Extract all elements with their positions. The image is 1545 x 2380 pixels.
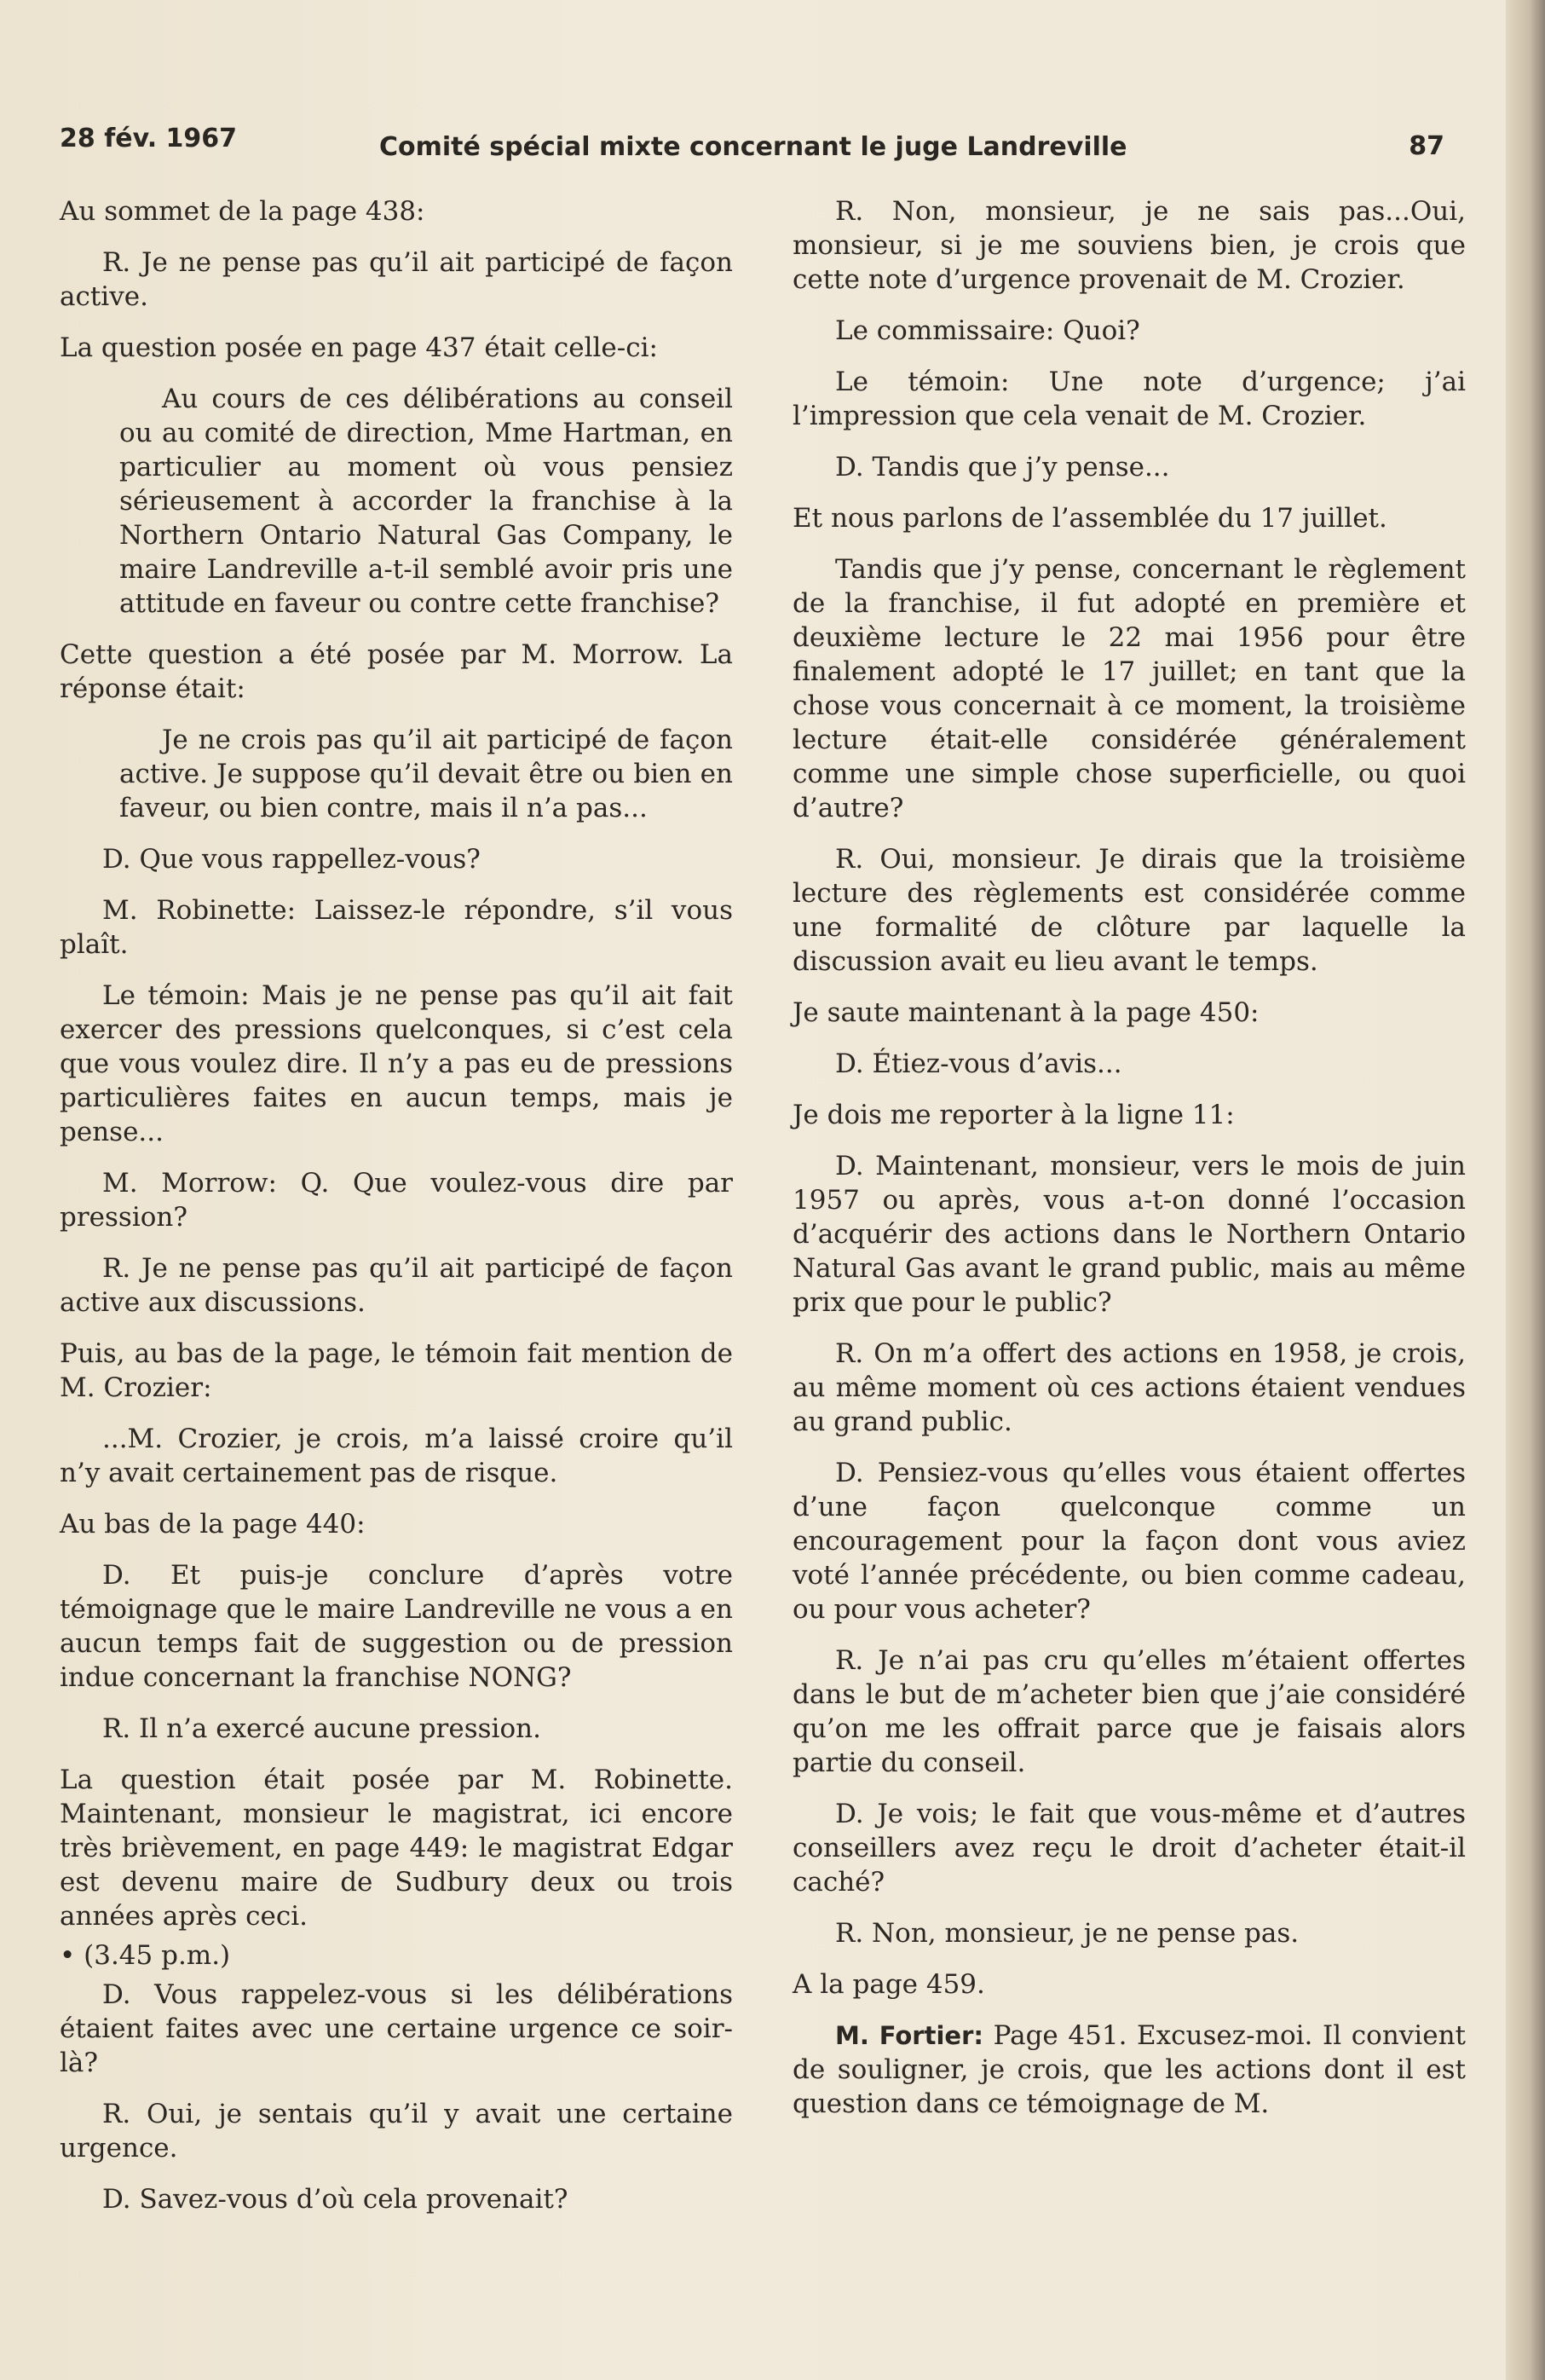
right-column bbox=[793, 194, 1466, 2138]
paragraph: D. Que vous rappellez-vous? bbox=[102, 844, 481, 875]
paragraph: R. Non, monsieur, je ne sais pas...Oui, monsieur, si je me souviens bien, je crois que cette note d’urgence provenait de M. Crozier. bbox=[793, 196, 1466, 295]
paragraph: Le témoin: Une note d’urgence; j’ai l’impression que cela venait de M. Crozier. bbox=[793, 367, 1466, 431]
paragraph: • (3.45 p.m.) bbox=[60, 1940, 231, 1971]
page-edge-shadow bbox=[1506, 0, 1545, 2380]
paragraph: Au bas de la page 440: bbox=[60, 1509, 366, 1539]
paragraph: M. Morrow: Q. Que voulez-vous dire par pression? bbox=[60, 1168, 733, 1233]
paragraph: R. Il n’a exercé aucune pression. bbox=[102, 1713, 541, 1744]
paragraph: Tandis que j’y pense, concernant le règlement de la franchise, il fut adopté en première et deuxième lecture le 22 mai 1956 pour être finalement adopté le 17 juillet; en tant que la chose vous concernait à ce moment, la troisième lecture était-elle considérée généralement comme une simple chose superficielle, ou quoi d’autre? bbox=[793, 554, 1466, 823]
paragraph: Le témoin: Mais je ne pense pas qu’il ait fait exercer des pressions quelconques, si c’est cela que vous voulez dire. Il n’y a pas eu de pressions particulières faites en aucun temps, mais je pense... bbox=[60, 980, 733, 1147]
paragraph: D. Savez-vous d’où cela provenait? bbox=[102, 2184, 568, 2215]
paragraph: Puis, au bas de la page, le témoin fait mention de M. Crozier: bbox=[60, 1338, 733, 1403]
paragraph: R. Oui, monsieur. Je dirais que la troisième lecture des règlements est considérée comme une formalité de clôture par laquelle la discussion avait eu lieu avant le temps. bbox=[793, 844, 1466, 977]
header-date: 28 fév. 1967 bbox=[60, 124, 238, 153]
paragraph: Au cours de ces délibérations au conseil ou au comité de direction, Mme Hartman, en particulier au moment où vous pensiez sérieusement à accorder la franchise à la Northern Ontario Natural Gas Company, le maire Landreville a-t-il semblé avoir pris une attitude en faveur ou contre cette franchise? bbox=[119, 384, 733, 619]
paragraph: D. Tandis que j’y pense... bbox=[835, 452, 1170, 482]
speaker-name: M. Fortier: bbox=[835, 2021, 983, 2050]
paragraph: Le commissaire: Quoi? bbox=[835, 315, 1140, 346]
paragraph: Je ne crois pas qu’il ait participé de façon active. Je suppose qu’il devait être ou bien en faveur, ou bien contre, mais il n’a pas... bbox=[119, 725, 733, 823]
paragraph: D. Étiez-vous d’avis... bbox=[835, 1048, 1122, 1079]
paragraph: La question posée en page 437 était celle-ci: bbox=[60, 332, 658, 363]
paragraph: D. Et puis-je conclure d’après votre témoignage que le maire Landreville ne vous a en aucun temps fait de suggestion ou de pression indue concernant la franchise NONG? bbox=[60, 1560, 733, 1693]
paragraph: Et nous parlons de l’assemblée du 17 juillet. bbox=[793, 503, 1387, 534]
page-number: 87 bbox=[1409, 131, 1444, 161]
paragraph: A la page 459. bbox=[793, 1969, 985, 2000]
paragraph: D. Maintenant, monsieur, vers le mois de juin 1957 ou après, vous a-t-on donné l’occasion d’acquérir des actions dans le Northern Ontario Natural Gas avant le grand public, mais au même prix que pour le public? bbox=[793, 1151, 1466, 1318]
paragraph: Cette question a été posée par M. Morrow. La réponse était: bbox=[60, 639, 733, 704]
paragraph: D. Je vois; le fait que vous-même et d’autres conseillers avez reçu le droit d’acheter était-il caché? bbox=[793, 1799, 1466, 1898]
paragraph: R. Je ne pense pas qu’il ait participé de façon active aux discussions. bbox=[60, 1253, 733, 1318]
paragraph: Je dois me reporter à la ligne 11: bbox=[793, 1100, 1235, 1130]
paragraph: R. Non, monsieur, je ne pense pas. bbox=[835, 1918, 1300, 1949]
paragraph: D. Pensiez-vous qu’elles vous étaient offertes d’une façon quelconque comme un encouragement pour la façon dont vous aviez voté l’année précédente, ou bien comme cadeau, ou pour vous acheter? bbox=[793, 1458, 1466, 1625]
paragraph: La question était posée par M. Robinette. Maintenant, monsieur le magistrat, ici encore très brièvement, en page 449: le magistrat Edgar est devenu maire de Sudbury deux ou trois années après ceci. bbox=[60, 1765, 733, 1932]
paragraph: Au sommet de la page 438: bbox=[60, 196, 425, 227]
paragraph: ...M. Crozier, je crois, m’a laissé croire qu’il n’y avait certainement pas de risque. bbox=[60, 1424, 733, 1488]
paragraph: M. Robinette: Laissez-le répondre, s’il vous plaît. bbox=[60, 895, 733, 960]
page-header bbox=[60, 119, 1444, 179]
paragraph bbox=[793, 2019, 1466, 2121]
paragraph: Je saute maintenant à la page 450: bbox=[793, 997, 1260, 1028]
paragraph: R. Je ne pense pas qu’il ait participé de façon active. bbox=[60, 247, 733, 312]
paragraph: R. Je n’ai pas cru qu’elles m’étaient offertes dans le but de m’acheter bien que j’aie considéré qu’on me les offrait parce que je faisais alors partie du conseil. bbox=[793, 1645, 1466, 1778]
paragraph: R. Oui, je sentais qu’il y avait une certaine urgence. bbox=[60, 2099, 733, 2163]
paragraph: R. On m’a offert des actions en 1958, je crois, au même moment où ces actions étaient vendues au grand public. bbox=[793, 1338, 1466, 1437]
paragraph: D. Vous rappelez-vous si les délibérations étaient faites avec une certaine urgence ce soir-là? bbox=[60, 1979, 733, 2078]
left-column bbox=[60, 194, 733, 2233]
speaker-text: Page 451. Excusez-moi. Il convient de souligner, je crois, que les actions dont il est question dans ce témoignage de M. bbox=[793, 2020, 1466, 2119]
header-title: Comité spécial mixte concernant le juge Landreville bbox=[379, 132, 1127, 162]
